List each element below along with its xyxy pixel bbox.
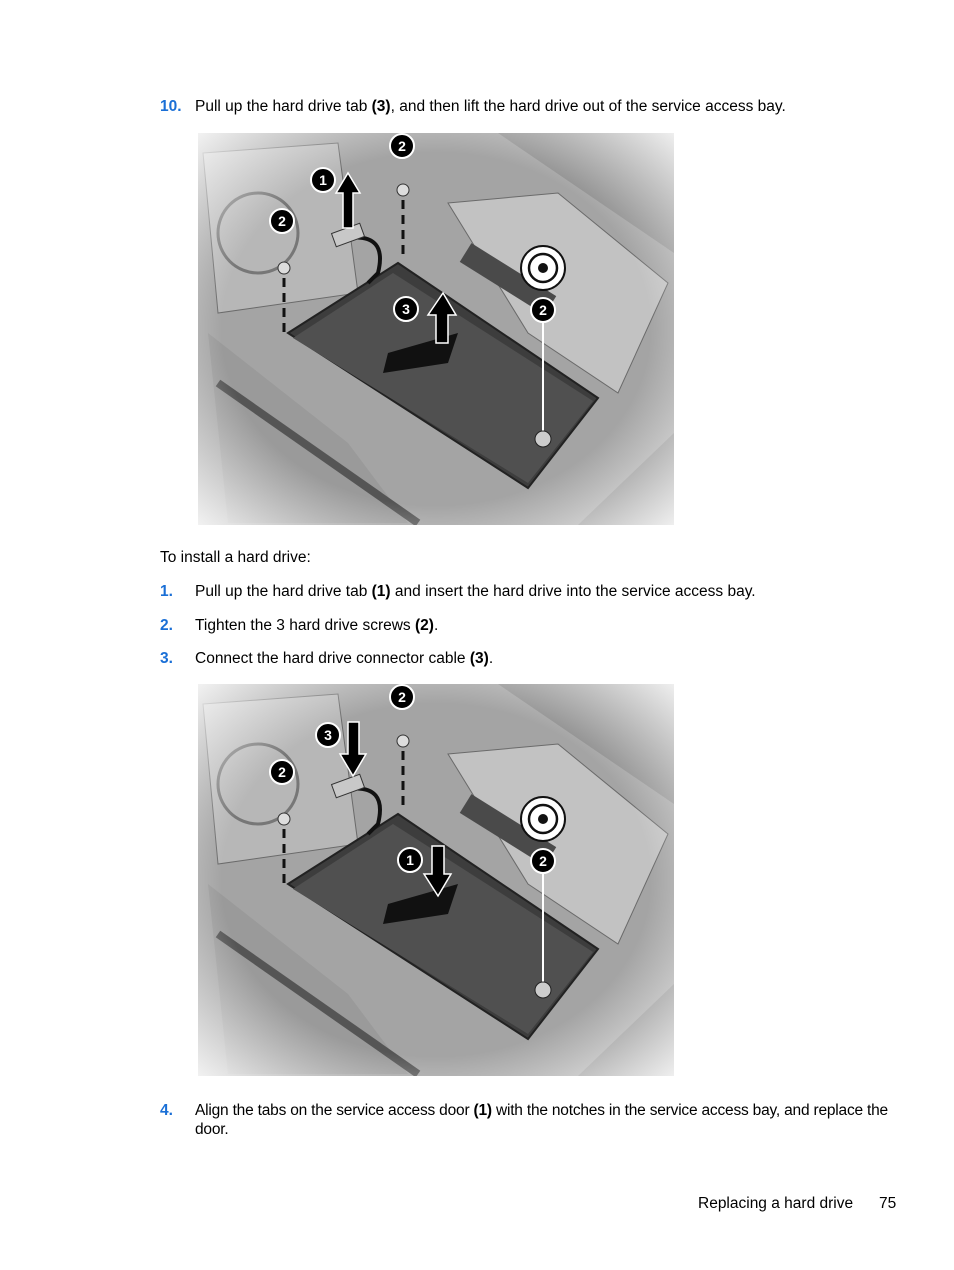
svg-text:3: 3 [324, 727, 332, 743]
step-number: 10. [160, 98, 182, 115]
install-intro: To install a hard drive: [160, 549, 311, 566]
step-number: 2. [160, 617, 173, 634]
callout-2-left [270, 760, 294, 784]
svg-text:1: 1 [319, 172, 327, 188]
step-text: Connect the hard drive connector cable (3). [195, 650, 494, 667]
step-number: 1. [160, 583, 173, 600]
callout-2-top [390, 134, 414, 158]
svg-text:2: 2 [398, 689, 406, 705]
svg-text:3: 3 [402, 301, 410, 317]
callout-3 [316, 723, 340, 747]
step-text: Pull up the hard drive tab (3), and then lift the hard drive out of the service access bay. [195, 98, 786, 115]
step-text: Tighten the 3 hard drive screws (2). [195, 617, 439, 634]
callout-3 [394, 297, 418, 321]
step-text: Align the tabs on the service access door (1) with the notches in the service access bay, and replace the door. [195, 1102, 888, 1138]
svg-text:2: 2 [278, 213, 286, 229]
svg-text:1: 1 [406, 852, 414, 868]
figure-remove-hard-drive [198, 133, 674, 525]
callout-2-left [270, 209, 294, 233]
step-number: 3. [160, 650, 173, 667]
callout-2-top [390, 685, 414, 709]
step-text: Pull up the hard drive tab (1) and insert the hard drive into the service access bay. [195, 583, 756, 600]
step-number: 4. [160, 1102, 173, 1119]
callout-1 [398, 848, 422, 872]
svg-text:2: 2 [398, 138, 406, 154]
callout-1 [311, 168, 335, 192]
footer-section-title: Replacing a hard drive [698, 1195, 854, 1212]
callout-2-right [531, 298, 555, 322]
svg-text:2: 2 [539, 853, 547, 869]
svg-text:2: 2 [278, 764, 286, 780]
figure-install-hard-drive [198, 684, 674, 1076]
page-number: 75 [879, 1195, 897, 1212]
svg-text:2: 2 [539, 302, 547, 318]
callout-2-right [531, 849, 555, 873]
